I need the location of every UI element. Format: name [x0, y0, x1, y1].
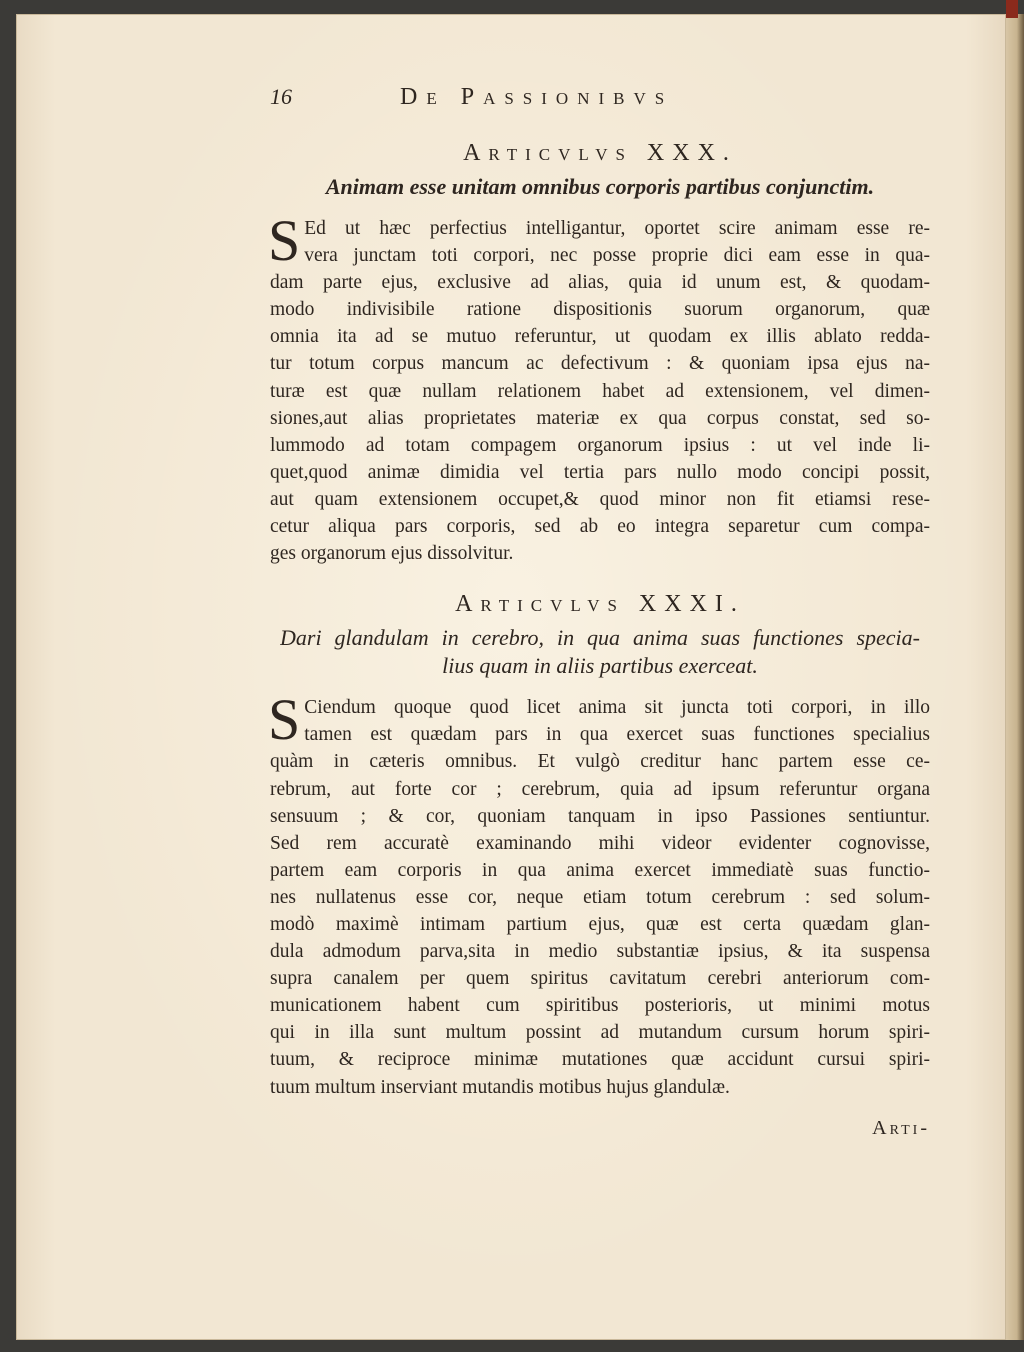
text-line: quet,quod animæ dimidia vel tertia pars nullo modo concipi possit, — [270, 461, 930, 483]
text-line: vera junctam toti corpori, nec posse proprie dici eam esse in qua- — [304, 245, 930, 267]
text-line: tur totum corpus mancum ac defectivum : & quoniam ipsa ejus na- — [270, 353, 930, 375]
text-line: tamen est quædam pars in qua exercet suas functiones specialius — [304, 724, 930, 746]
subtitle-line: Dari glandulam in cerebro, in qua anima suas functiones specia- — [280, 625, 920, 651]
text-line: lummodo ad totam compagem organorum ipsius : ut vel inde li- — [270, 434, 930, 456]
page-content — [270, 84, 930, 1140]
text-line: modò maximè intimam partium ejus, quæ est certa quædam glan- — [270, 913, 930, 935]
catchword: Arti- — [872, 1116, 930, 1139]
article-31-heading: Articvlvs XXXI. — [455, 591, 745, 618]
text-line: aut quam extensionem occupet,& quod minor non fit etiamsi rese- — [270, 488, 930, 510]
text-line: tuum multum inserviant mutandis motibus hujus glandulæ. — [270, 1076, 730, 1098]
text-line: Sed rem accuratè examinando mihi videor evidenter cognovisse, — [270, 832, 930, 854]
text-line: siones,aut alias proprietates materiæ ex qua corpus constat, sed so- — [270, 407, 930, 429]
text-line: quàm in cæteris omnibus. Et vulgò creditur hanc partem esse ce- — [270, 751, 930, 773]
text-line: supra canalem per quem spiritus cavitatum cerebri anteriorum com- — [270, 968, 930, 990]
page-edge — [1006, 14, 1024, 1340]
text-line: municationem habent cum spiritibus posterioris, ut minimi motus — [270, 995, 930, 1017]
text-line: dula admodum parva,sita in medio substantiæ ipsius, & ita suspensa — [270, 941, 930, 963]
drop-cap: S — [268, 208, 301, 273]
running-head — [270, 84, 930, 120]
subtitle-line: lius quam in aliis partibus exerceat. — [442, 653, 758, 679]
bookmark-tab — [1006, 0, 1018, 18]
text-line: dam parte ejus, exclusive ad alias, quia id unum est, & quodam- — [270, 272, 930, 294]
text-line: tuum, & reciproce minimæ mutationes quæ accidunt cursui spiri- — [270, 1049, 930, 1071]
text-line: Ciendum quoque quod licet anima sit juncta toti corpori, in illo — [304, 697, 930, 719]
text-line: omnia ita ad se mutuo referuntur, ut quodam ex illis ablato redda- — [270, 326, 930, 348]
article-31-subtitle — [270, 624, 930, 680]
article-31-body — [268, 687, 930, 1100]
drop-cap: S — [268, 687, 301, 753]
text-line: rebrum, aut forte cor ; cerebrum, quia ad ipsum referuntur organa — [270, 778, 930, 800]
text-line: partem eam corporis in qua anima exercet immediatè suas functio- — [270, 859, 930, 881]
book-title: De Passionibvs — [400, 84, 674, 110]
article-30-body — [268, 208, 930, 567]
article-30-subtitle: Animam esse unitam omnibus corporis partibus conjunctim. — [325, 174, 875, 199]
text-line: sensuum ; & cor, quoniam tanquam in ipso Passiones sentiuntur. — [270, 805, 930, 827]
text-line: turæ est quæ nullam relationem habet ad extensionem, vel dimen- — [270, 380, 930, 402]
text-line: Ed ut hæc perfectius intelligantur, oportet scire animam esse re- — [304, 218, 930, 239]
page-number: 16 — [270, 84, 292, 109]
text-line: modo indivisibile ratione dispositionis suorum organorum, quæ — [270, 299, 930, 321]
text-line: cetur aliqua pars corporis, sed ab eo integra separetur cum compa- — [270, 516, 930, 538]
text-line: ges organorum ejus dissolvitur. — [270, 543, 514, 565]
article-30-heading: Articvlvs XXX. — [463, 140, 737, 166]
text-line: nes nullatenus esse cor, neque etiam totum cerebrum : sed solum- — [270, 886, 930, 908]
text-line: qui in illa sunt multum possint ad mutandum cursum horum spiri- — [270, 1022, 930, 1044]
